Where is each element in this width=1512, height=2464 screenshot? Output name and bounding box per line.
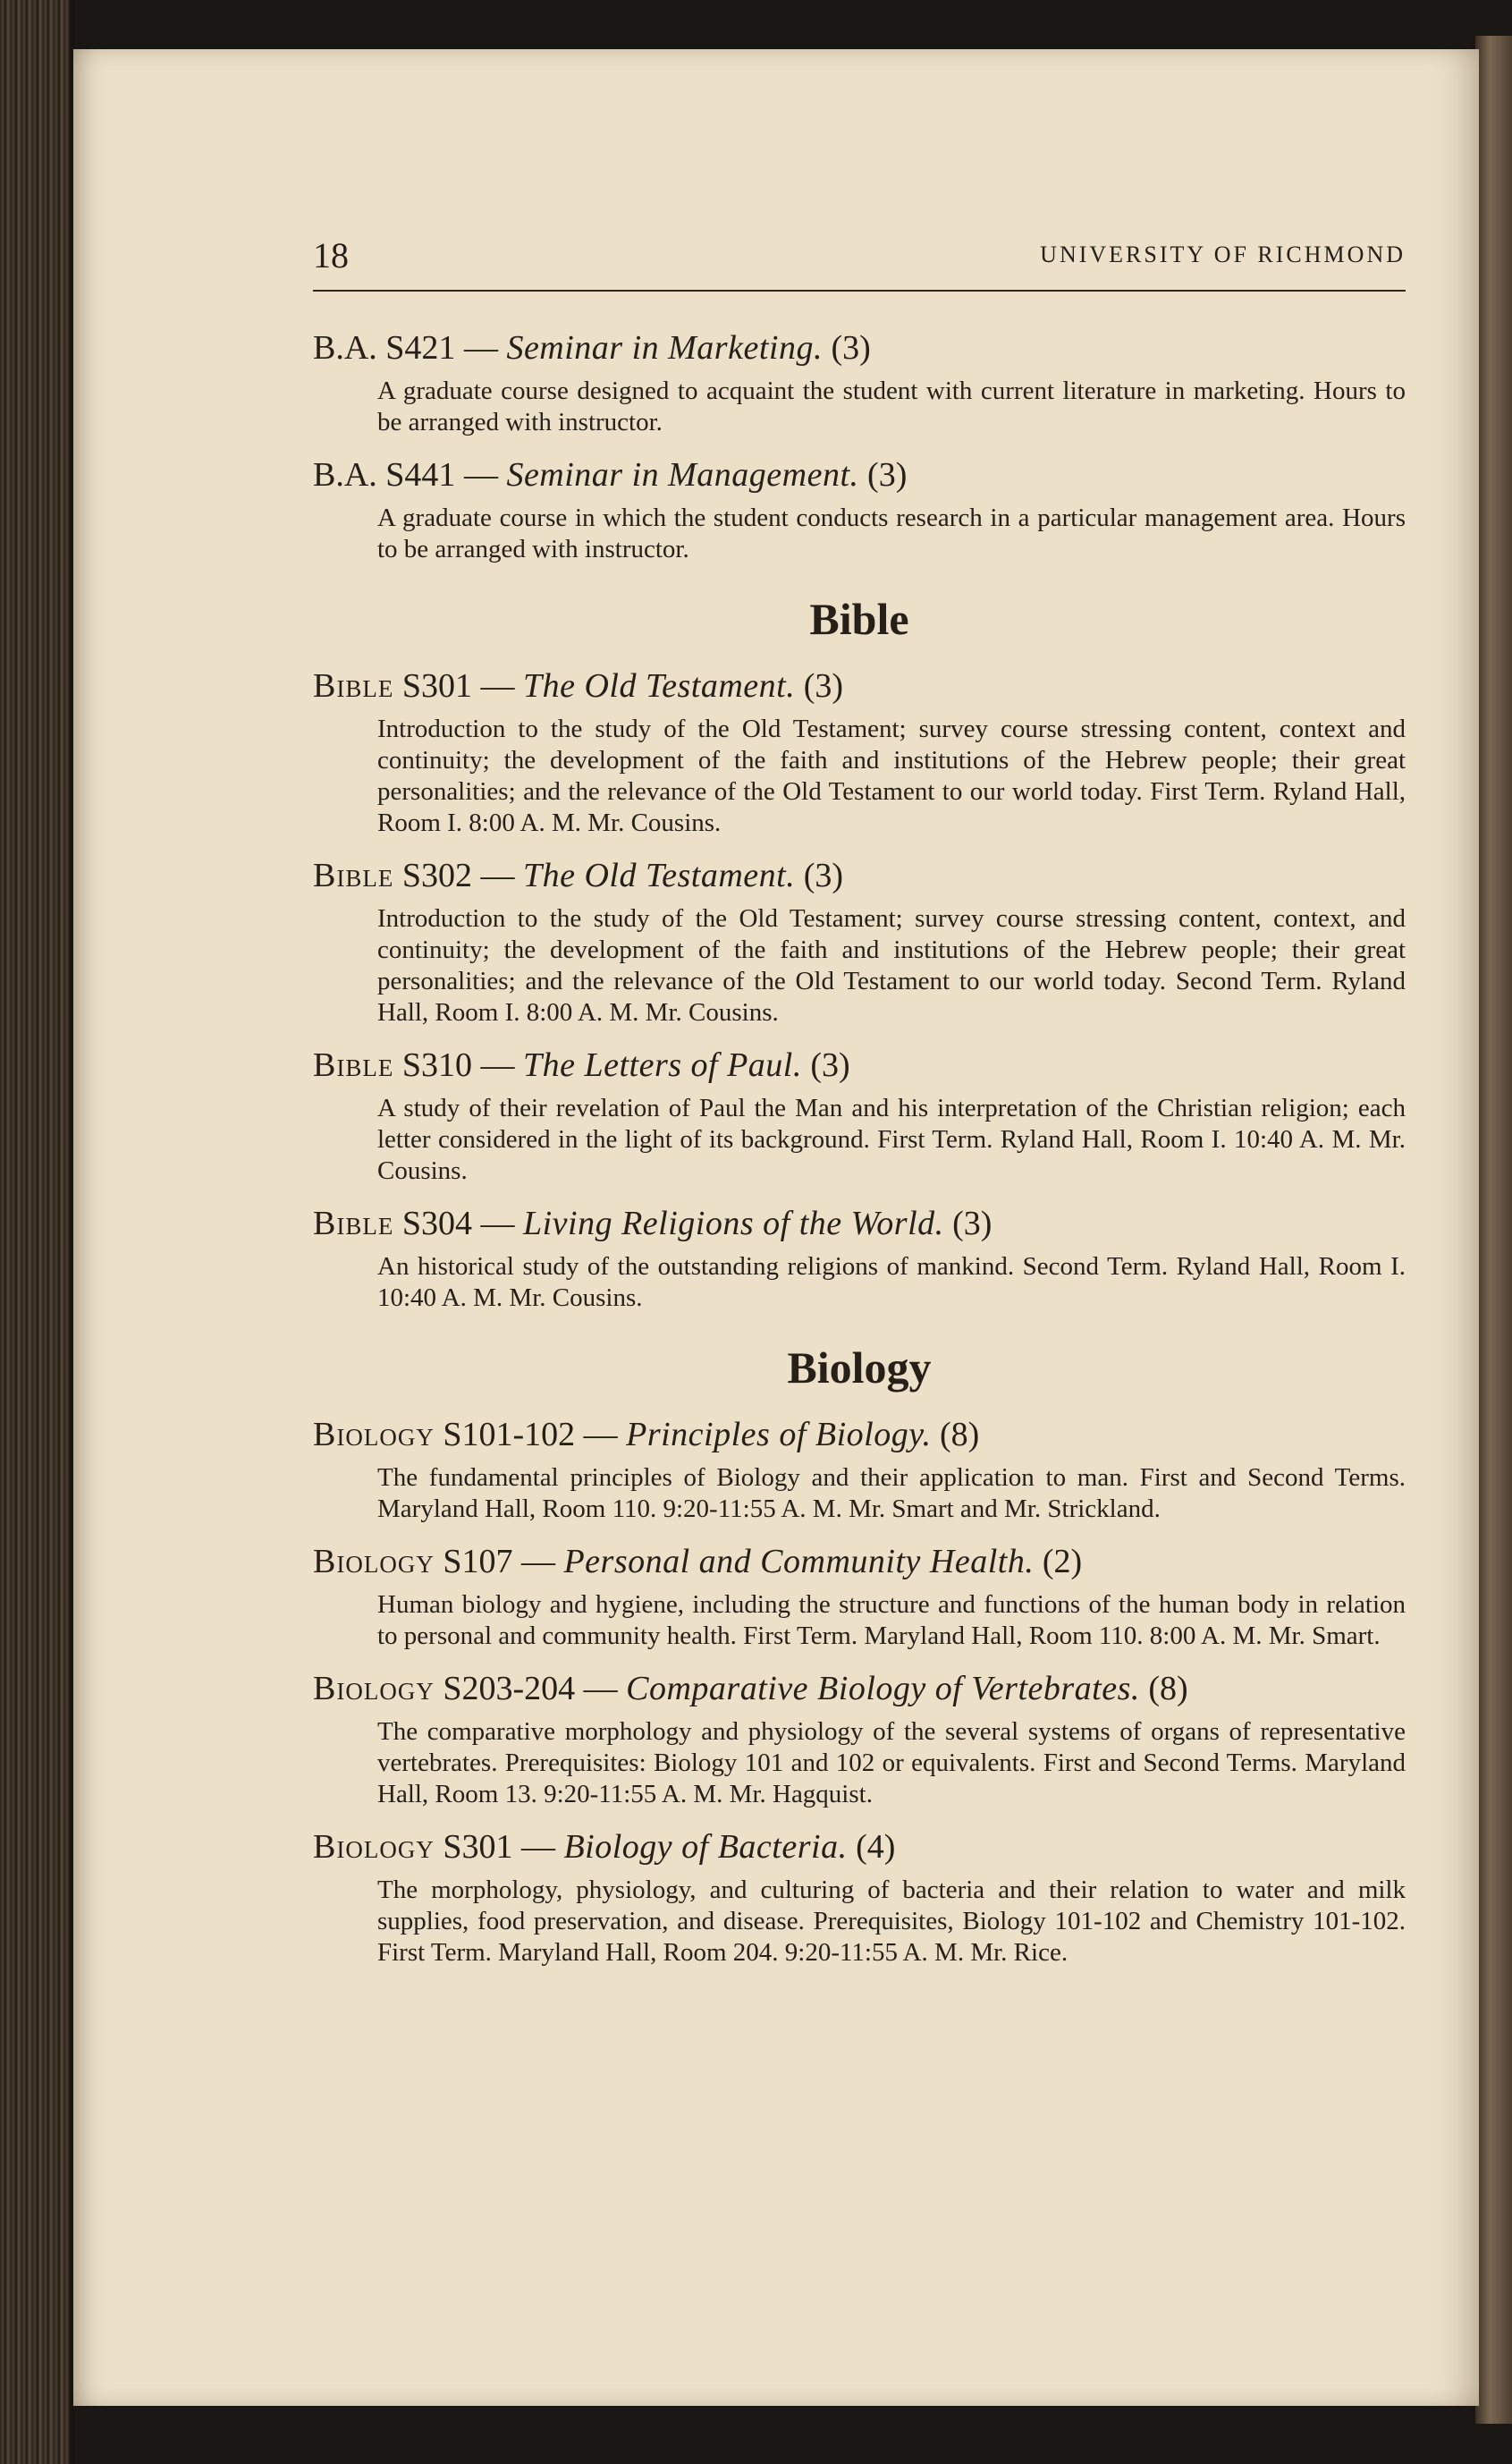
- course-name: Personal and Community Health.: [563, 1543, 1035, 1580]
- course-description: A graduate course designed to acquaint the student with current literature in marketing. Hours to be arranged with instructor.: [377, 377, 1406, 436]
- book-binding: [0, 0, 72, 2464]
- course-dept: Bible: [313, 667, 394, 705]
- course-dash: —: [520, 1828, 555, 1866]
- course-name: Living Religions of the World.: [522, 1205, 944, 1242]
- section-heading-bible: Bible: [809, 594, 909, 644]
- course-code: S304: [401, 1205, 472, 1242]
- course-dept: B.A.: [313, 456, 377, 494]
- course-entry: [313, 1045, 1406, 1187]
- course-dept: Biology: [313, 1828, 435, 1866]
- page-content: [243, 234, 1406, 1967]
- course-dash: —: [480, 667, 515, 705]
- course-title: [313, 665, 1406, 707]
- course-code: S441: [385, 456, 456, 494]
- page-header: [243, 234, 1406, 284]
- course-name: Biology of Bacteria.: [563, 1828, 848, 1866]
- course-credits: (4): [856, 1828, 896, 1866]
- course-dept: B.A.: [313, 329, 377, 367]
- header-rule: [313, 290, 1406, 292]
- section-heading-biology: Biology: [787, 1342, 932, 1393]
- course-title: [313, 1541, 1406, 1582]
- course-entry: [313, 855, 1406, 1029]
- course-description: Introduction to the study of the Old Testament; survey course stressing content, context and continuity; the development of the faith and institutions of the Hebrew people; their great personalities; and the relevance of the Old Testament to our world today. First Term. Ryland Hall, Room I. 8:00 A. M. Mr. Cousins.: [377, 715, 1406, 837]
- course-credits: (3): [803, 857, 844, 894]
- course-entry: [313, 1414, 1406, 1525]
- course-name: Seminar in Marketing.: [506, 329, 823, 367]
- course-name: The Letters of Paul.: [522, 1046, 802, 1084]
- course-title: [313, 1414, 1406, 1455]
- course-dept: Bible: [313, 1205, 394, 1242]
- course-entry: [313, 454, 1406, 565]
- course-name: Seminar in Management.: [506, 456, 859, 494]
- course-title: [313, 855, 1406, 896]
- course-dash: —: [480, 857, 515, 894]
- course-code: S310: [401, 1046, 472, 1084]
- course-credits: (3): [831, 329, 871, 367]
- course-dept: Bible: [313, 1046, 394, 1084]
- course-dash: —: [520, 1543, 555, 1580]
- course-title: [313, 1045, 1406, 1086]
- course-credits: (3): [952, 1205, 993, 1242]
- course-credits: (2): [1042, 1543, 1083, 1580]
- course-code: S421: [385, 329, 456, 367]
- course-credits: (3): [810, 1046, 850, 1084]
- course-description: A study of their revelation of Paul the Man and his interpretation of the Christian religion; each letter considered in the light of its background. First Term. Ryland Hall, Room I. 10:40 A. M. Mr. Cousins.: [377, 1094, 1406, 1185]
- course-title: [313, 454, 1406, 495]
- course-name: The Old Testament.: [522, 857, 796, 894]
- course-description: A graduate course in which the student conducts research in a particular management area. Hours to be arranged with instructor.: [377, 504, 1406, 563]
- course-entry: [313, 1541, 1406, 1652]
- course-description: Introduction to the study of the Old Testament; survey course stressing content, context, and continuity; the development of the faith and institutions of the Hebrew people; their great personalities; and the relevance of the Old Testament to our world today. Second Term. Ryland Hall, Room I. 8:00 A. M. Mr. Cousins.: [377, 904, 1406, 1027]
- course-dash: —: [480, 1046, 515, 1084]
- course-description: Human biology and hygiene, including the structure and functions of the human body in relation to personal and community health. First Term. Maryland Hall, Room 110. 8:00 A. M. Mr. Smart.: [377, 1590, 1406, 1650]
- course-dept: Biology: [313, 1543, 435, 1580]
- course-credits: (8): [1148, 1670, 1188, 1707]
- course-title: [313, 1826, 1406, 1867]
- course-description: An historical study of the outstanding religions of mankind. Second Term. Ryland Hall, Room I. 10:40 A. M. Mr. Cousins.: [377, 1252, 1406, 1312]
- course-code: S301: [401, 667, 472, 705]
- course-dash: —: [463, 329, 498, 367]
- course-dept: Biology: [313, 1670, 435, 1707]
- course-code: S301: [443, 1828, 513, 1866]
- course-dash: —: [463, 456, 498, 494]
- course-entry: [313, 1203, 1406, 1314]
- page-stack-edge: [1475, 36, 1512, 2424]
- course-code: S107: [443, 1543, 513, 1580]
- course-code: S203-204: [443, 1670, 576, 1707]
- course-entry: [313, 327, 1406, 438]
- course-entry: [313, 1826, 1406, 1969]
- course-description: The fundamental principles of Biology and their application to man. First and Second Terms. Maryland Hall, Room 110. 9:20-11:55 A. M. Mr. Smart and Mr. Strickland.: [377, 1463, 1406, 1523]
- course-credits: (3): [867, 456, 908, 494]
- course-dept: Biology: [313, 1416, 435, 1453]
- course-description: The morphology, physiology, and culturing of bacteria and their relation to water and milk supplies, food preservation, and disease. Prerequisites, Biology 101-102 and Chemistry 101-102. First Term. Maryland Hall, Room 204. 9:20-11:55 A. M. Mr. Rice.: [377, 1876, 1406, 1967]
- course-credits: (8): [939, 1416, 980, 1453]
- course-title: [313, 327, 1406, 368]
- course-name: The Old Testament.: [522, 667, 796, 705]
- course-title: [313, 1668, 1406, 1709]
- course-description: The comparative morphology and physiology of the several systems of organs of representative vertebrates. Prerequisites: Biology 101 and 102 or equivalents. First and Second Terms. Maryland Hall, Room 13. 9:20-11:55 A. M. Mr. Hagquist.: [377, 1717, 1406, 1808]
- course-code: S302: [401, 857, 472, 894]
- course-entry: [313, 1668, 1406, 1810]
- course-code: S101-102: [443, 1416, 576, 1453]
- catalog-body: [313, 327, 1406, 1985]
- page-number: 18: [313, 235, 349, 275]
- course-title: [313, 1203, 1406, 1244]
- course-entry: [313, 665, 1406, 839]
- course-name: Principles of Biology.: [626, 1416, 932, 1453]
- course-dash: —: [480, 1205, 515, 1242]
- course-dash: —: [583, 1416, 618, 1453]
- course-name: Comparative Biology of Vertebrates.: [626, 1670, 1140, 1707]
- running-head: UNIVERSITY OF RICHMOND: [1040, 241, 1406, 267]
- course-credits: (3): [803, 667, 844, 705]
- course-dept: Bible: [313, 857, 394, 894]
- course-dash: —: [583, 1670, 618, 1707]
